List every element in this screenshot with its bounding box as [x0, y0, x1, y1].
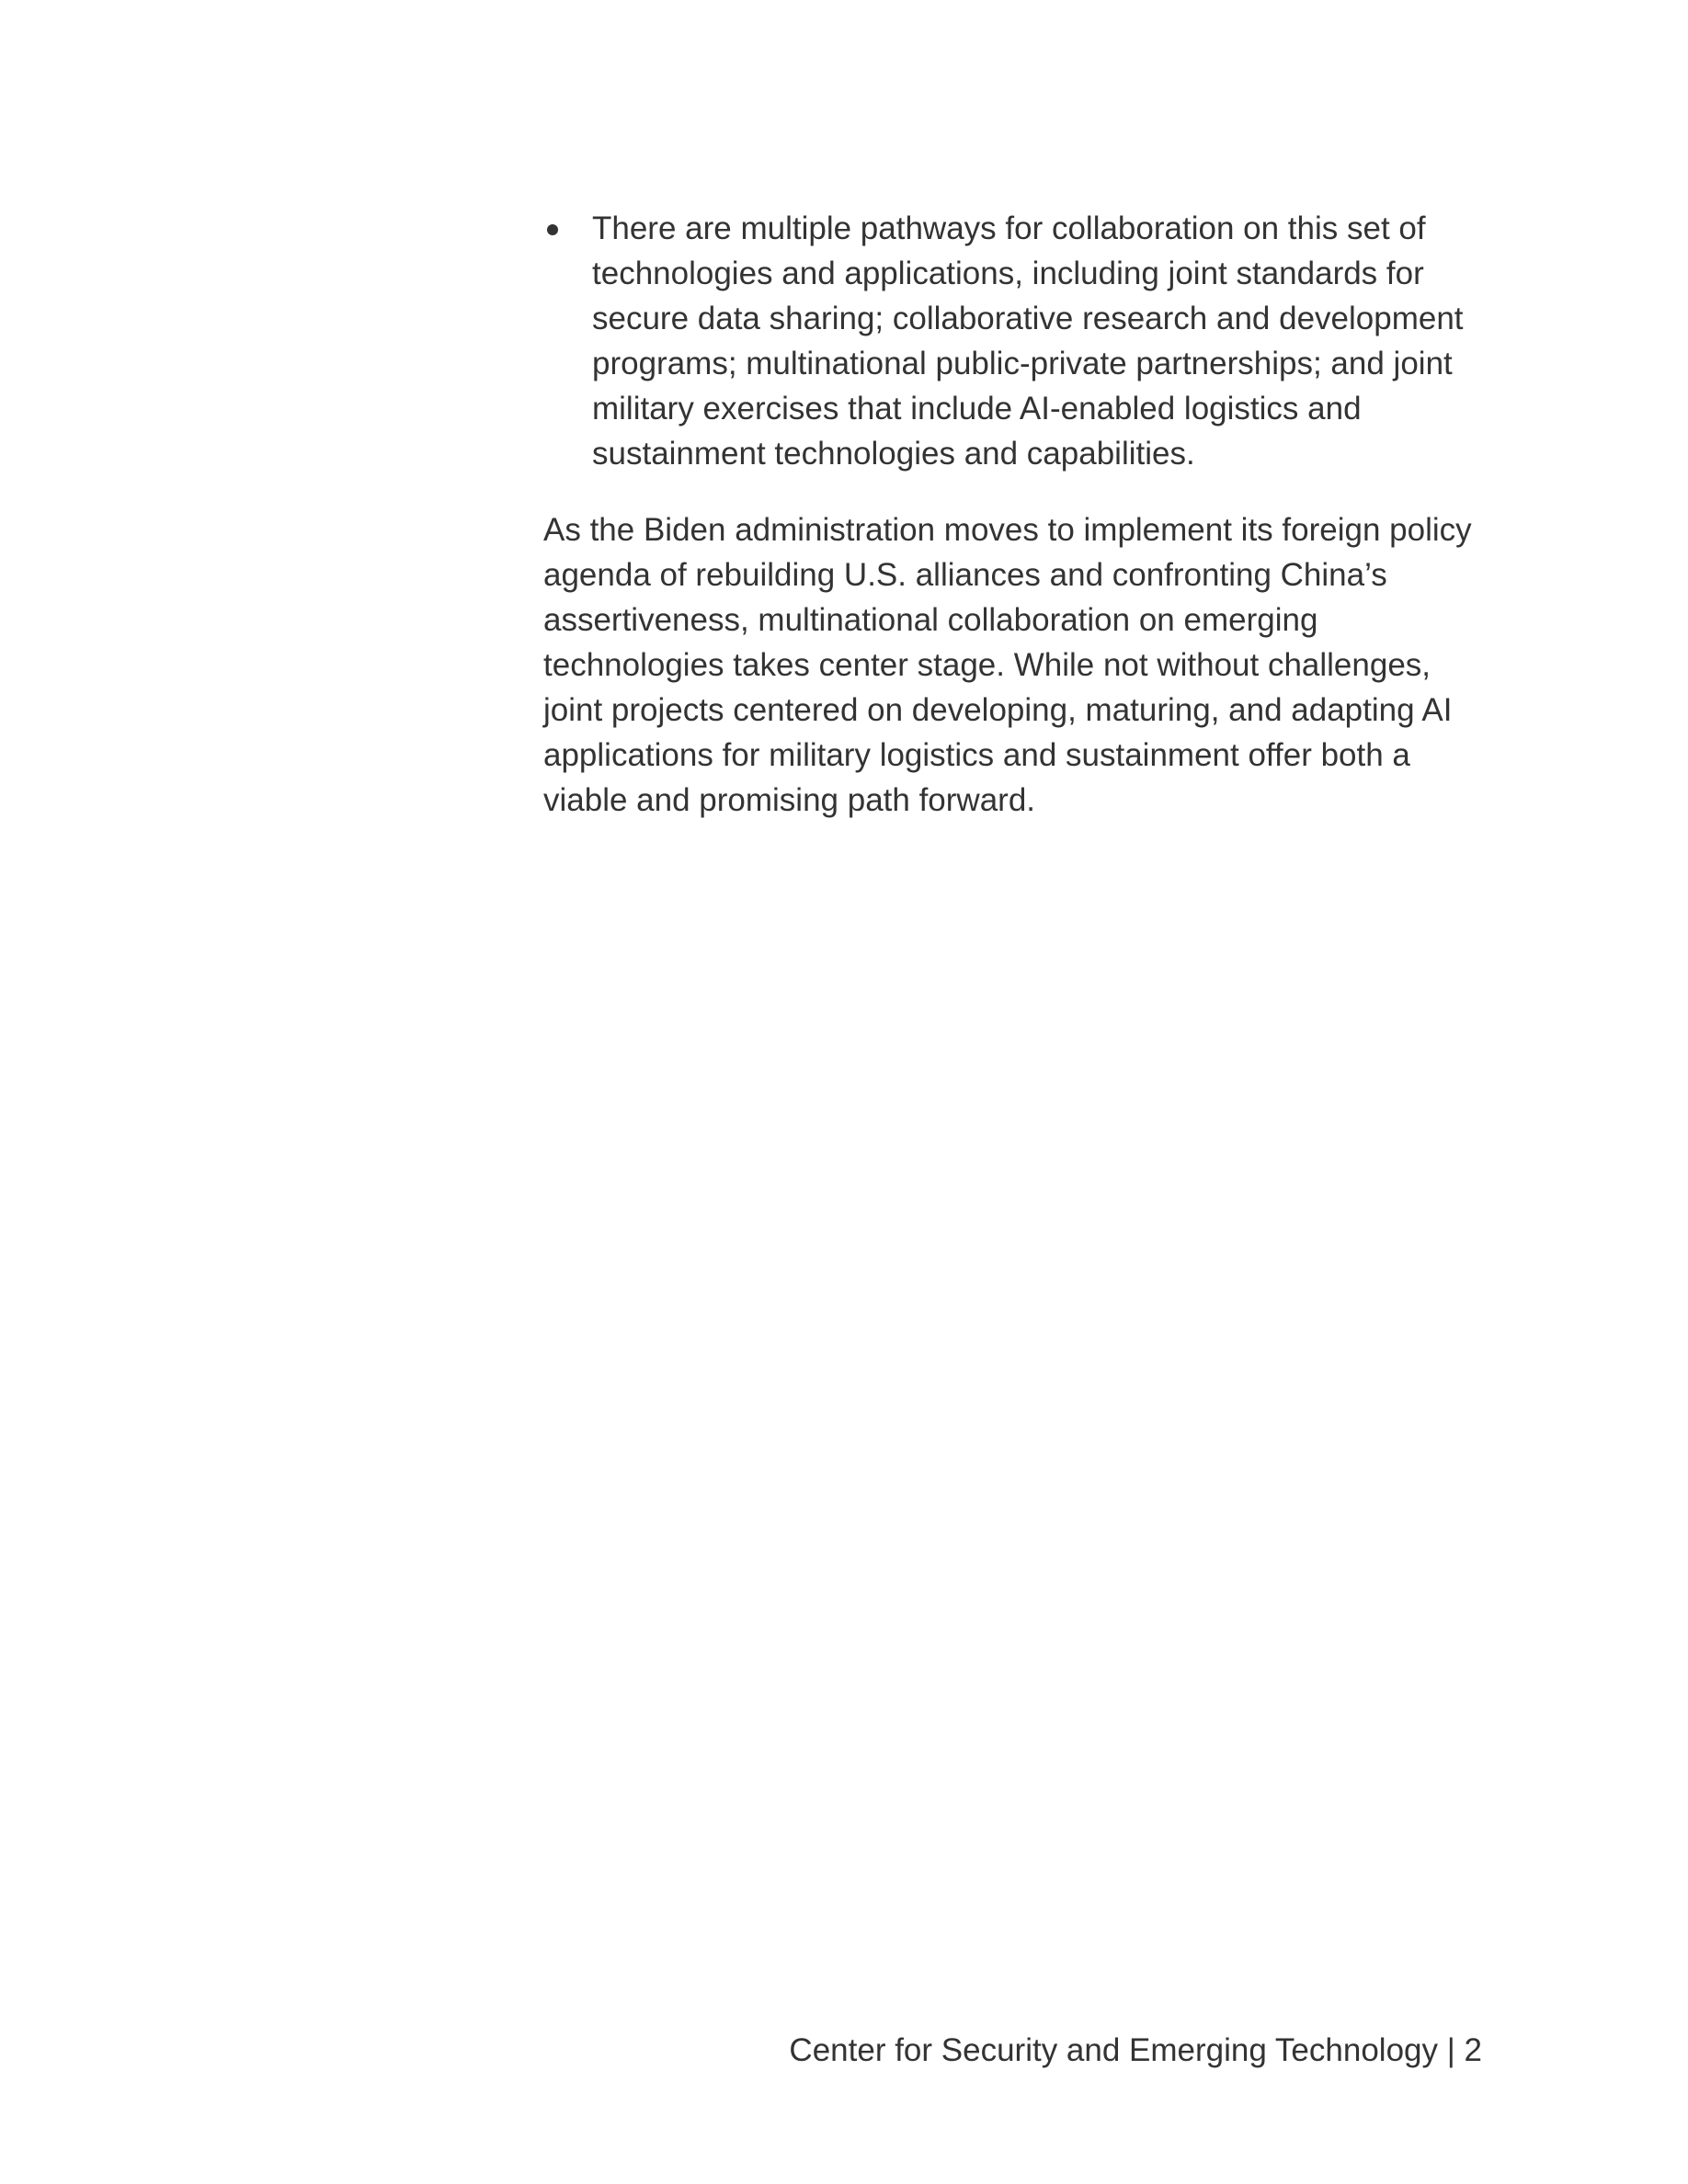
body-paragraph: As the Biden administration moves to implement its foreign policy agenda of rebuilding U.S. alliances and confronting China’s assertiveness, multinational collaboration on emerging technologies takes center stage. While not without challenges, joint projects centered on developing, maturing, and adapting AI applications for military logistics and sustainment offer both a viable and promising path forward. [543, 512, 1472, 818]
list-item [543, 206, 1490, 476]
body-content [543, 206, 1490, 823]
bullet-icon [547, 224, 558, 235]
page-footer: Center for Security and Emerging Technology | 2 [789, 2032, 1482, 2068]
bullet-list [543, 206, 1490, 476]
bullet-text: There are multiple pathways for collaboration on this set of technologies and applications, including joint standards for secure data sharing; collaborative research and development programs; multinational public-private partnerships; and joint military exercises that include AI-enabled logistics and sustainment technologies and capabilities. [592, 210, 1464, 472]
